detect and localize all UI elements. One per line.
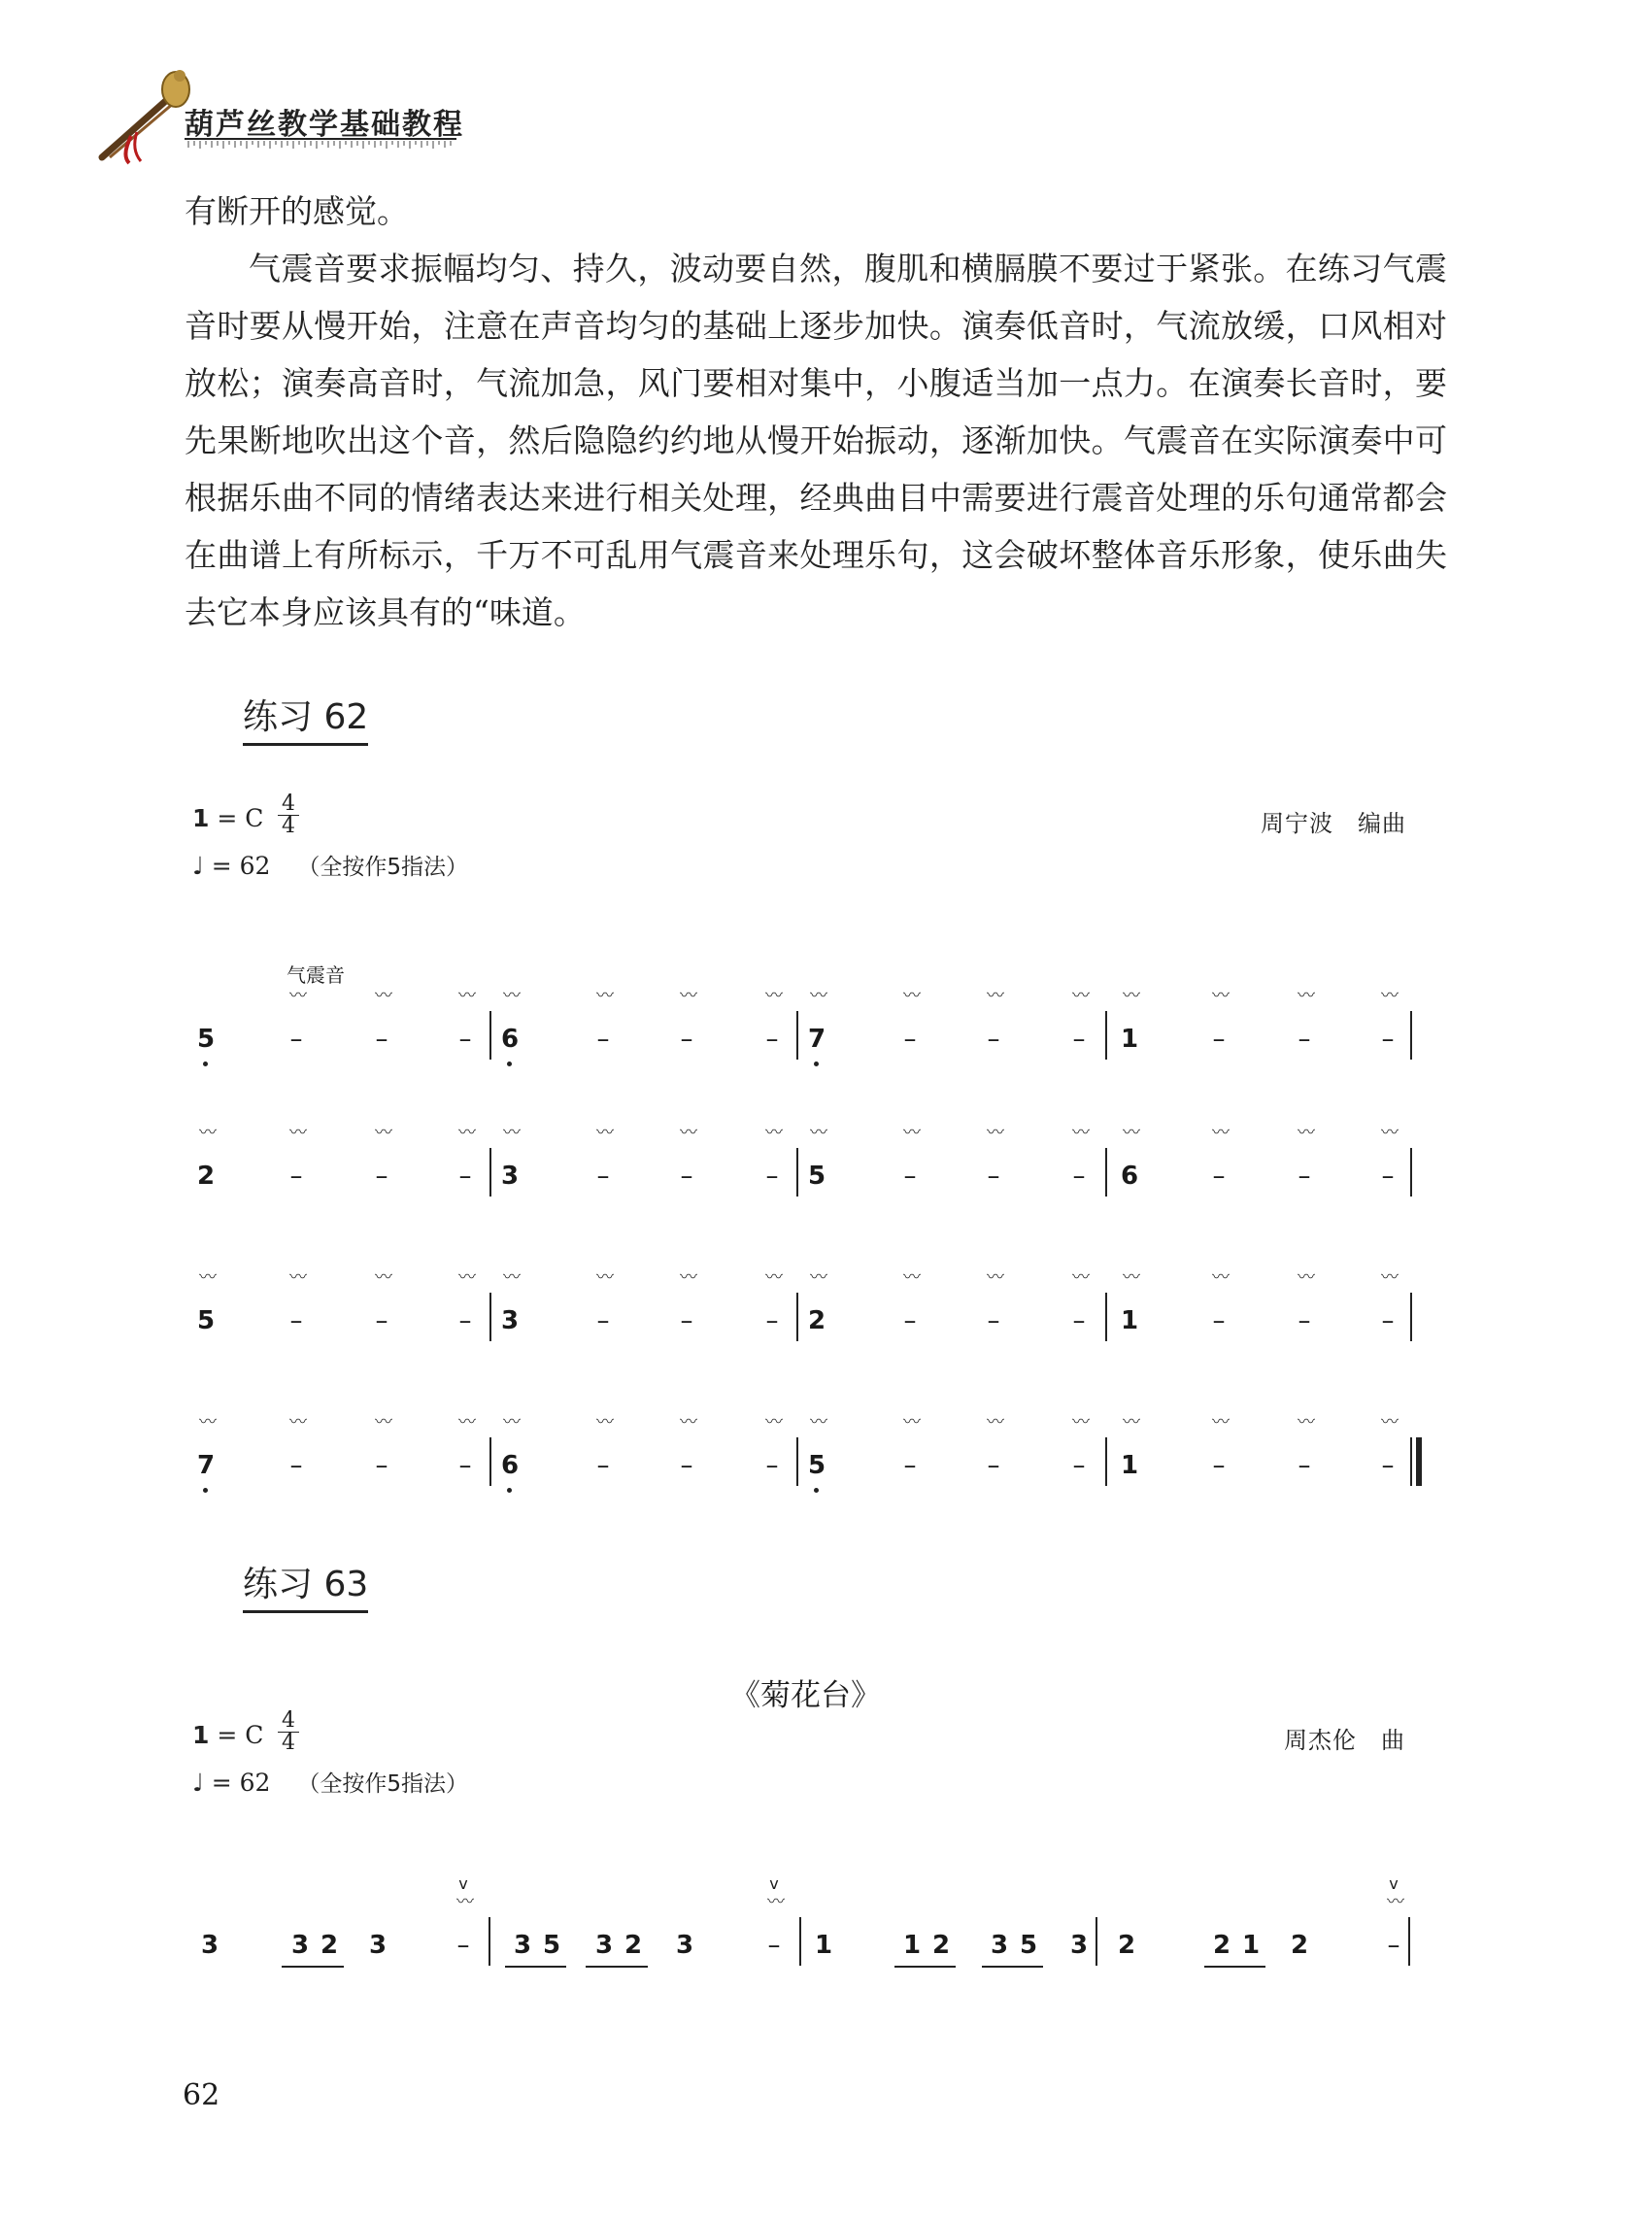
low-octave-dot	[203, 1062, 208, 1066]
vibrato-mark-icon: 〰	[1212, 1267, 1226, 1288]
note: 5	[1019, 1931, 1038, 1960]
note: 3	[513, 1931, 532, 1960]
bar-line	[1105, 1293, 1107, 1341]
note: 2	[624, 1931, 643, 1960]
sustain-dash: –	[375, 1451, 388, 1480]
note: 5	[807, 1162, 826, 1191]
note: 2	[320, 1931, 339, 1960]
note: 3	[290, 1931, 310, 1960]
vibrato-mark-icon: 〰	[503, 986, 517, 1006]
vibrato-mark-icon: 〰	[199, 1123, 213, 1143]
bar-line	[1410, 1148, 1412, 1197]
arranger-credit: 周宁波 编曲	[1261, 810, 1406, 837]
vibrato-mark-icon: 〰	[1212, 986, 1226, 1006]
eighth-note-underline	[505, 1966, 566, 1968]
note: 3	[990, 1931, 1009, 1960]
low-octave-dot	[814, 1062, 819, 1066]
vibrato-mark-icon: 〰	[810, 1123, 824, 1143]
eighth-note-underline	[282, 1966, 344, 1968]
bar-line	[489, 1917, 490, 1966]
bar-line	[1410, 1011, 1412, 1060]
book-title: 葫芦丝教学基础教程	[185, 108, 464, 142]
sustain-dash: –	[1298, 1162, 1311, 1191]
vibrato-mark-icon: 〰	[458, 1267, 472, 1288]
vibrato-mark-icon: 〰	[1381, 1123, 1395, 1143]
eighth-note-underline	[982, 1966, 1043, 1968]
note: 2	[196, 1162, 216, 1191]
vibrato-mark-icon: 〰	[289, 1123, 303, 1143]
bar-line	[1105, 1148, 1107, 1197]
hulusi-logo-icon	[92, 68, 199, 165]
note: 2	[1290, 1931, 1309, 1960]
time-signature: 4 4	[278, 794, 299, 836]
vibrato-mark-icon: 〰	[596, 1123, 610, 1143]
bar-line	[1410, 1437, 1412, 1486]
vibrato-mark-icon: 〰	[903, 1123, 917, 1143]
sustain-dash: –	[1298, 1025, 1311, 1054]
eighth-note-underline	[586, 1966, 648, 1968]
sustain-dash: –	[1298, 1306, 1311, 1335]
composer-credit: 周杰伦 曲	[1284, 1727, 1405, 1754]
bar-line	[1096, 1917, 1097, 1966]
vibrato-mark-icon: 〰	[1123, 1123, 1136, 1143]
sustain-dash: –	[903, 1162, 917, 1191]
vibrato-mark-icon: 〰	[503, 1123, 517, 1143]
vibrato-mark-icon: 〰	[456, 1892, 470, 1912]
sustain-dash: –	[596, 1306, 610, 1335]
note: 5	[542, 1931, 561, 1960]
note: 5	[196, 1025, 216, 1054]
vibrato-mark-icon: 〰	[680, 1267, 693, 1288]
vibrato-mark-icon: 〰	[680, 986, 693, 1006]
sustain-dash: –	[1072, 1025, 1086, 1054]
eighth-note-underline	[1204, 1966, 1265, 1968]
sustain-dash: –	[458, 1451, 472, 1480]
sustain-dash: –	[458, 1162, 472, 1191]
sustain-dash: –	[680, 1025, 693, 1054]
exercise-62-title: 练习 62	[243, 690, 368, 746]
vibrato-mark-icon: 〰	[1123, 1267, 1136, 1288]
vibrato-mark-icon: 〰	[903, 986, 917, 1006]
vibrato-mark-icon: 〰	[987, 1123, 1000, 1143]
exercise-63-title: 练习 63	[243, 1557, 368, 1613]
sustain-dash: –	[289, 1025, 303, 1054]
sustain-dash: –	[289, 1162, 303, 1191]
sustain-dash: –	[903, 1451, 917, 1480]
sustain-dash: –	[1212, 1451, 1226, 1480]
sustain-dash: –	[289, 1306, 303, 1335]
vibrato-mark-icon: 〰	[1072, 1412, 1086, 1433]
bar-line	[489, 1148, 491, 1197]
note: 2	[931, 1931, 951, 1960]
sustain-dash: –	[987, 1306, 1000, 1335]
note: 6	[1120, 1162, 1139, 1191]
vibrato-mark-icon: 〰	[289, 1412, 303, 1433]
paragraph-1: 有断开的感觉。	[185, 192, 409, 230]
sustain-dash: –	[596, 1025, 610, 1054]
tempo-marking-63: ♩ = 62 （全按作5指法）	[192, 1769, 469, 1797]
note: 2	[1212, 1931, 1231, 1960]
sustain-dash: –	[1212, 1025, 1226, 1054]
sustain-dash: –	[1387, 1931, 1400, 1960]
note: 3	[500, 1162, 520, 1191]
vibrato-mark-icon: 〰	[199, 1267, 213, 1288]
header-underline	[185, 136, 456, 150]
vibrato-mark-icon: 〰	[1072, 986, 1086, 1006]
vibrato-mark-icon: 〰	[375, 1267, 388, 1288]
sustain-dash: –	[680, 1451, 693, 1480]
vibrato-mark-icon: 〰	[765, 1267, 779, 1288]
note: 1	[1241, 1931, 1261, 1960]
technique-label: 气震音	[287, 963, 345, 987]
low-octave-dot	[203, 1488, 208, 1493]
sustain-dash: –	[1212, 1162, 1226, 1191]
note: 7	[196, 1451, 216, 1480]
tempo-marking: ♩ = 62 （全按作5指法）	[192, 852, 469, 880]
vibrato-mark-icon: 〰	[1072, 1123, 1086, 1143]
vibrato-mark-icon: 〰	[458, 986, 472, 1006]
sustain-dash: –	[458, 1025, 472, 1054]
note: 3	[368, 1931, 388, 1960]
sustain-dash: –	[1072, 1306, 1086, 1335]
vibrato-mark-icon: 〰	[987, 1267, 1000, 1288]
time-signature-63: 4 4	[278, 1711, 299, 1753]
page-number: 62	[183, 2078, 220, 2112]
sustain-dash: –	[456, 1931, 470, 1960]
bar-line	[489, 1293, 491, 1341]
vibrato-mark-icon: 〰	[810, 1412, 824, 1433]
vibrato-mark-icon: 〰	[1298, 986, 1311, 1006]
bar-line	[1105, 1437, 1107, 1486]
accent-mark-icon: v	[1389, 1874, 1399, 1893]
vibrato-mark-icon: 〰	[765, 1123, 779, 1143]
sustain-dash: –	[680, 1306, 693, 1335]
vibrato-mark-icon: 〰	[1381, 1267, 1395, 1288]
sustain-dash: –	[987, 1025, 1000, 1054]
sustain-dash: –	[765, 1025, 779, 1054]
vibrato-mark-icon: 〰	[987, 1412, 1000, 1433]
vibrato-mark-icon: 〰	[987, 986, 1000, 1006]
note: 3	[675, 1931, 694, 1960]
bar-line	[796, 1437, 798, 1486]
bar-line	[1408, 1917, 1410, 1966]
vibrato-mark-icon: 〰	[458, 1412, 472, 1433]
bar-line	[799, 1917, 801, 1966]
note: 7	[807, 1025, 826, 1054]
vibrato-mark-icon: 〰	[458, 1123, 472, 1143]
note: 1	[814, 1931, 833, 1960]
vibrato-mark-icon: 〰	[765, 986, 779, 1006]
note: 5	[196, 1306, 216, 1335]
vibrato-mark-icon: 〰	[289, 986, 303, 1006]
vibrato-mark-icon: 〰	[765, 1412, 779, 1433]
sustain-dash: –	[375, 1306, 388, 1335]
vibrato-mark-icon: 〰	[1298, 1267, 1311, 1288]
vibrato-mark-icon: 〰	[1387, 1892, 1400, 1912]
vibrato-mark-icon: 〰	[810, 1267, 824, 1288]
note: 3	[594, 1931, 614, 1960]
vibrato-mark-icon: 〰	[375, 1412, 388, 1433]
sustain-dash: –	[1298, 1451, 1311, 1480]
vibrato-mark-icon: 〰	[375, 986, 388, 1006]
vibrato-mark-icon: 〰	[1298, 1412, 1311, 1433]
vibrato-mark-icon: 〰	[1123, 986, 1136, 1006]
sustain-dash: –	[765, 1306, 779, 1335]
vibrato-mark-icon: 〰	[596, 986, 610, 1006]
vibrato-mark-icon: 〰	[199, 1412, 213, 1433]
low-octave-dot	[814, 1488, 819, 1493]
sustain-dash: –	[765, 1162, 779, 1191]
note: 2	[1117, 1931, 1136, 1960]
sustain-dash: –	[375, 1162, 388, 1191]
vibrato-mark-icon: 〰	[680, 1412, 693, 1433]
note: 3	[500, 1306, 520, 1335]
vibrato-mark-icon: 〰	[1212, 1123, 1226, 1143]
key-signature-63: 1 = C	[192, 1721, 264, 1749]
vibrato-mark-icon: 〰	[1298, 1123, 1311, 1143]
note: 1	[1120, 1451, 1139, 1480]
bar-line	[1410, 1293, 1412, 1341]
bar-line	[489, 1011, 491, 1060]
sustain-dash: –	[596, 1451, 610, 1480]
sustain-dash: –	[375, 1025, 388, 1054]
note: 5	[807, 1451, 826, 1480]
vibrato-mark-icon: 〰	[503, 1412, 517, 1433]
quarter-note-icon: ♩	[192, 852, 204, 880]
accent-mark-icon: v	[769, 1874, 779, 1893]
song-title: 《菊花台》	[730, 1678, 881, 1713]
note: 1	[1120, 1306, 1139, 1335]
note: 3	[1069, 1931, 1089, 1960]
vibrato-mark-icon: 〰	[289, 1267, 303, 1288]
note: 2	[807, 1306, 826, 1335]
quarter-note-icon: ♩	[192, 1769, 204, 1797]
sustain-dash: –	[1072, 1162, 1086, 1191]
vibrato-mark-icon: 〰	[903, 1412, 917, 1433]
key-signature: 1 = C	[192, 804, 264, 832]
note: 1	[1120, 1025, 1139, 1054]
bar-line	[489, 1437, 491, 1486]
sustain-dash: –	[987, 1451, 1000, 1480]
bar-line	[1105, 1011, 1107, 1060]
sustain-dash: –	[1072, 1451, 1086, 1480]
eighth-note-underline	[894, 1966, 956, 1968]
accent-mark-icon: v	[458, 1874, 468, 1893]
sustain-dash: –	[458, 1306, 472, 1335]
sustain-dash: –	[1381, 1025, 1395, 1054]
sustain-dash: –	[596, 1162, 610, 1191]
vibrato-mark-icon: 〰	[1381, 1412, 1395, 1433]
sustain-dash: –	[680, 1162, 693, 1191]
vibrato-mark-icon: 〰	[1381, 986, 1395, 1006]
sustain-dash: –	[903, 1025, 917, 1054]
note: 6	[500, 1025, 520, 1054]
vibrato-mark-icon: 〰	[1212, 1412, 1226, 1433]
bar-line	[796, 1148, 798, 1197]
sustain-dash: –	[767, 1931, 781, 1960]
vibrato-mark-icon: 〰	[596, 1267, 610, 1288]
sustain-dash: –	[903, 1306, 917, 1335]
sustain-dash: –	[289, 1451, 303, 1480]
vibrato-mark-icon: 〰	[375, 1123, 388, 1143]
vibrato-mark-icon: 〰	[1072, 1267, 1086, 1288]
sustain-dash: –	[1381, 1451, 1395, 1480]
sustain-dash: –	[987, 1162, 1000, 1191]
low-octave-dot	[507, 1062, 512, 1066]
bar-line	[796, 1293, 798, 1341]
sustain-dash: –	[1381, 1306, 1395, 1335]
low-octave-dot	[507, 1488, 512, 1493]
vibrato-mark-icon: 〰	[503, 1267, 517, 1288]
vibrato-mark-icon: 〰	[596, 1412, 610, 1433]
sustain-dash: –	[765, 1451, 779, 1480]
vibrato-mark-icon: 〰	[1123, 1412, 1136, 1433]
vibrato-mark-icon: 〰	[767, 1892, 781, 1912]
paragraph-2: 气震音要求振幅均匀、持久，波动要自然，腹肌和横膈膜不要过于紧张。在练习气震音时要从慢开始，注意在声音均匀的基础上逐步加快。演奏低音时，气流放缓，口风相对放松；演奏高音时，气流加急，风门要相对集中，小腹适当加一点力。在演奏长音时，要先果断地吹出这个音，然后隐隐约约地从慢开始振动，逐渐加快。气震音在实际演奏中可根据乐曲不同的情绪表达来进行相关处理，经典曲目中需要进行震音处理的乐句通常都会在曲谱上有所标示，千万不可乱用气震音来处理乐句，这会破坏整体音乐形象，使乐曲失去它本身应该具有的“味道。	[185, 250, 1447, 631]
note: 3	[200, 1931, 219, 1960]
vibrato-mark-icon: 〰	[903, 1267, 917, 1288]
note: 1	[902, 1931, 922, 1960]
bar-line	[796, 1011, 798, 1060]
sustain-dash: –	[1381, 1162, 1395, 1191]
sustain-dash: –	[1212, 1306, 1226, 1335]
note: 6	[500, 1451, 520, 1480]
vibrato-mark-icon: 〰	[680, 1123, 693, 1143]
final-bar-line	[1416, 1437, 1422, 1486]
vibrato-mark-icon: 〰	[810, 986, 824, 1006]
